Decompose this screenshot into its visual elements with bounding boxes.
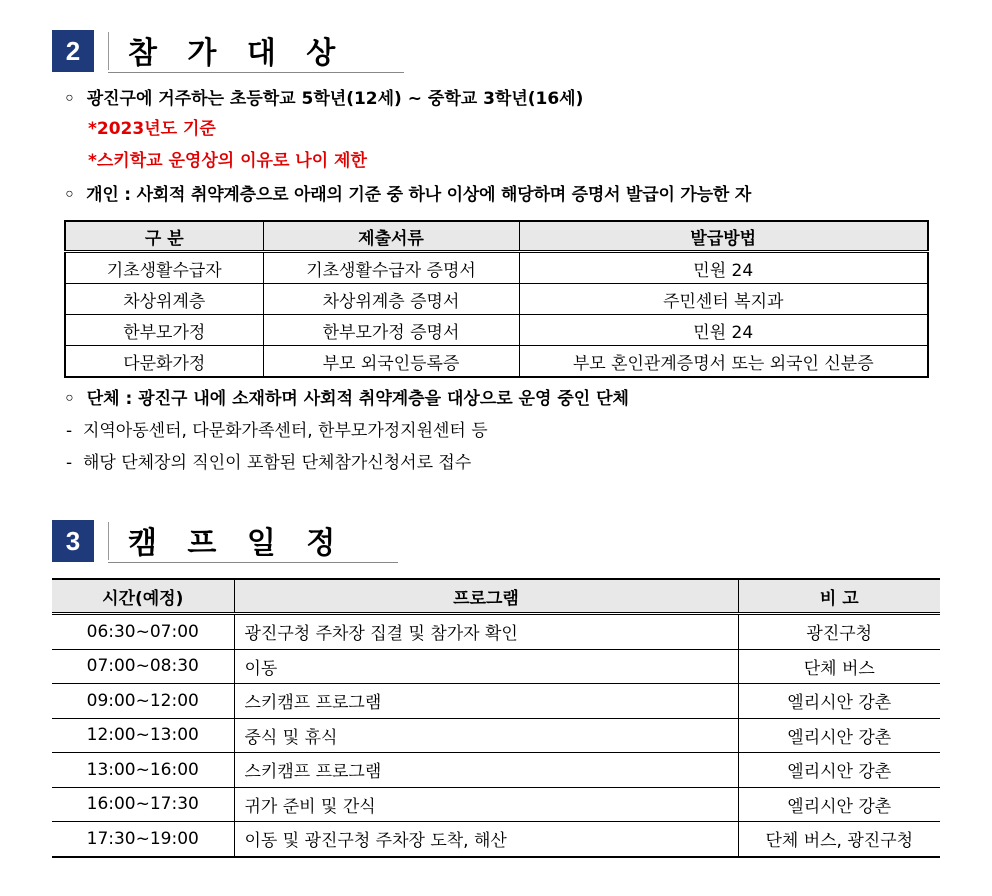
table-cell: 17:30~19:00 bbox=[52, 822, 234, 857]
table-cell: 다문화가정 bbox=[65, 346, 263, 378]
table-header-row bbox=[65, 221, 928, 252]
table-cell: 이동 및 광진구청 주차장 도착, 해산 bbox=[234, 822, 738, 857]
section-number: 3 bbox=[52, 520, 94, 562]
schedule-table bbox=[52, 578, 940, 858]
table-cell: 중식 및 휴식 bbox=[234, 718, 738, 753]
table-header-row bbox=[52, 579, 940, 614]
table-cell: 주민센터 복지과 bbox=[519, 284, 928, 315]
table-row bbox=[65, 346, 928, 378]
table-cell: 07:00~08:30 bbox=[52, 649, 234, 684]
table-row bbox=[52, 787, 940, 822]
header-underline bbox=[108, 72, 404, 73]
table-cell: 12:00~13:00 bbox=[52, 718, 234, 753]
table-cell: 민원 24 bbox=[519, 315, 928, 346]
column-header: 발급방법 bbox=[519, 221, 928, 252]
section-title: 참 가 대 상 bbox=[128, 36, 346, 71]
table-cell: 기초생활수급자 증명서 bbox=[263, 252, 519, 284]
table-row bbox=[52, 822, 940, 857]
table-cell: 기초생활수급자 bbox=[65, 252, 263, 284]
header-underline bbox=[108, 562, 398, 563]
bullet-icon: ◦ bbox=[64, 389, 87, 409]
table-row bbox=[52, 649, 940, 684]
bullet-eligibility: ◦ 광진구에 거주하는 초등학교 5학년(12세) ~ 중학교 3학년(16세) bbox=[64, 89, 584, 109]
table-cell: 부모 외국인등록증 bbox=[263, 346, 519, 378]
header-divider bbox=[108, 32, 109, 70]
table-cell: 이동 bbox=[234, 649, 738, 684]
column-header: 시간(예정) bbox=[52, 579, 234, 614]
table-cell: 스키캠프 프로그램 bbox=[234, 753, 738, 788]
table-row bbox=[65, 284, 928, 315]
table-cell: 광진구청 bbox=[738, 614, 940, 650]
table-row bbox=[65, 315, 928, 346]
table-cell: 스키캠프 프로그램 bbox=[234, 684, 738, 719]
note-base-year: *2023년도 기준 bbox=[88, 119, 216, 139]
column-header: 비 고 bbox=[738, 579, 940, 614]
bullet-group: ◦ 단체 : 광진구 내에 소재하며 사회적 취약계층을 대상으로 운영 중인 단체 bbox=[64, 389, 629, 409]
table-cell: 엘리시안 강촌 bbox=[738, 753, 940, 788]
table-cell: 차상위계층 증명서 bbox=[263, 284, 519, 315]
dash-item: - 해당 단체장의 직인이 포함된 단체참가신청서로 접수 bbox=[66, 453, 472, 473]
note-age-limit: *스키학교 운영상의 이유로 나이 제한 bbox=[88, 151, 367, 171]
table-cell: 엘리시안 강촌 bbox=[738, 787, 940, 822]
table-cell: 귀가 준비 및 간식 bbox=[234, 787, 738, 822]
table-cell: 13:00~16:00 bbox=[52, 753, 234, 788]
table-cell: 엘리시안 강촌 bbox=[738, 718, 940, 753]
column-header: 프로그램 bbox=[234, 579, 738, 614]
table-row bbox=[52, 684, 940, 719]
table-cell: 06:30~07:00 bbox=[52, 614, 234, 650]
dash-item: - 지역아동센터, 다문화가족센터, 한부모가정지원센터 등 bbox=[66, 421, 488, 441]
table-cell: 민원 24 bbox=[519, 252, 928, 284]
column-header: 제출서류 bbox=[263, 221, 519, 252]
table-cell: 단체 버스 bbox=[738, 649, 940, 684]
table-cell: 부모 혼인관계증명서 또는 외국인 신분증 bbox=[519, 346, 928, 378]
header-divider bbox=[108, 522, 109, 560]
table-cell: 한부모가정 증명서 bbox=[263, 315, 519, 346]
bullet-icon: ◦ bbox=[64, 89, 87, 109]
section-title: 캠 프 일 정 bbox=[128, 526, 346, 561]
table-cell: 광진구청 주차장 집결 및 참가자 확인 bbox=[234, 614, 738, 650]
table-cell: 차상위계층 bbox=[65, 284, 263, 315]
table-row bbox=[52, 753, 940, 788]
table-row bbox=[52, 718, 940, 753]
bullet-individual: ◦ 개인 : 사회적 취약계층으로 아래의 기준 중 하나 이상에 해당하며 증명서 발급이 가능한 자 bbox=[64, 185, 752, 205]
table-cell: 엘리시안 강촌 bbox=[738, 684, 940, 719]
table-row bbox=[65, 252, 928, 284]
section-number: 2 bbox=[52, 30, 94, 72]
eligibility-table bbox=[64, 220, 929, 378]
table-row bbox=[52, 614, 940, 650]
table-cell: 09:00~12:00 bbox=[52, 684, 234, 719]
table-cell: 단체 버스, 광진구청 bbox=[738, 822, 940, 857]
bullet-icon: ◦ bbox=[64, 185, 87, 205]
table-cell: 한부모가정 bbox=[65, 315, 263, 346]
column-header: 구 분 bbox=[65, 221, 263, 252]
table-cell: 16:00~17:30 bbox=[52, 787, 234, 822]
